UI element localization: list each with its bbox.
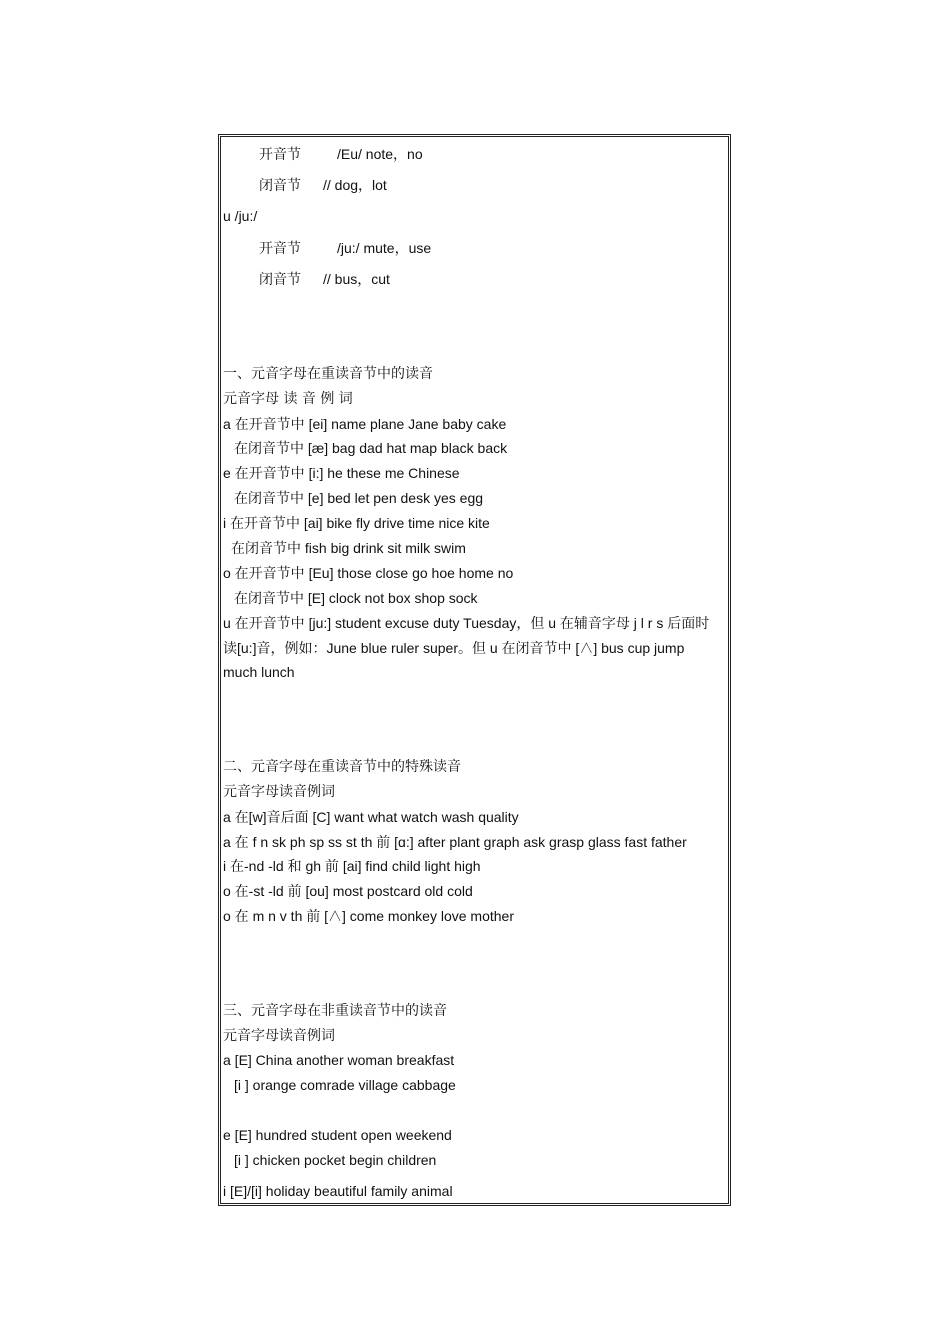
section1-line: 在闭音节中 fish big drink sit milk swim: [231, 540, 466, 556]
section2-line: a 在 f n sk ph sp ss st th 前 [ɑ:] after plant graph ask grasp glass fast father: [223, 834, 687, 850]
section3-line: e [E] hundred student open weekend: [223, 1127, 452, 1143]
section2-line: o 在 m n v th 前 [∧] come monkey love mother: [223, 908, 514, 924]
section2-title: 二、元音字母在重读音节中的特殊读音: [223, 759, 461, 775]
syllable-value: /Eu/ note，no: [337, 146, 423, 162]
syllable-label: 闭音节: [259, 272, 301, 288]
section3-line: [i ] chicken pocket begin children: [234, 1152, 437, 1168]
section1-header: 元音字母 读 音 例 词: [223, 391, 353, 407]
section1-line: 在闭音节中 [æ] bag dad hat map black back: [234, 440, 508, 456]
section1-line: 在闭音节中 [E] clock not box shop sock: [234, 590, 478, 606]
section2-line: i 在-nd -ld 和 gh 前 [ai] find child light high: [223, 858, 481, 874]
section3-line: [i ] orange comrade village cabbage: [234, 1077, 456, 1093]
section2-header: 元音字母读音例词: [223, 784, 335, 800]
syllable-label: 开音节: [259, 147, 301, 163]
syllable-value: // bus，cut: [323, 271, 390, 287]
section2-line: a 在[w]音后面 [C] want what watch wash quality: [223, 809, 519, 825]
section3-title: 三、元音字母在非重读音节中的读音: [223, 1003, 447, 1019]
section1-title: 一、元音字母在重读音节中的读音: [223, 366, 433, 382]
row-u-heading: u /ju:/: [223, 208, 258, 224]
section1-line: 在闭音节中 [e] bed let pen desk yes egg: [234, 490, 484, 506]
section1-line: u 在开音节中 [ju:] student excuse duty Tuesday，但 u 在辅音字母 j l r s 后面时: [223, 615, 710, 631]
section1-line: e 在开音节中 [i:] he these me Chinese: [223, 465, 460, 481]
syllable-value: // dog，lot: [323, 177, 387, 193]
section1-line: o 在开音节中 [Eu] those close go hoe home no: [223, 565, 514, 581]
section3-header: 元音字母读音例词: [223, 1028, 335, 1044]
section1-line: i 在开音节中 [ai] bike fly drive time nice kite: [223, 515, 490, 531]
section2-line: o 在-st -ld 前 [ou] most postcard old cold: [223, 883, 473, 899]
syllable-label: 闭音节: [259, 178, 301, 194]
row-open-syllable-o: [259, 145, 423, 164]
section1-line: 读[u:]音，例如：June blue ruler super。但 u 在闭音节中 [∧] bus cup jump: [223, 640, 685, 656]
row-closed-syllable-o: [259, 176, 387, 195]
content-table-cell: [220, 136, 729, 1204]
section3-line: i [E]/[i] holiday beautiful family animal: [223, 1183, 453, 1199]
row-closed-syllable-u: [259, 270, 390, 289]
section3-line: a [E] China another woman breakfast: [223, 1052, 455, 1068]
syllable-label: 开音节: [259, 241, 301, 257]
section1-line: a 在开音节中 [ei] name plane Jane baby cake: [223, 416, 507, 432]
syllable-value: /ju:/ mute，use: [337, 240, 432, 256]
row-open-syllable-u: [259, 239, 431, 258]
section1-line: much lunch: [223, 664, 295, 680]
